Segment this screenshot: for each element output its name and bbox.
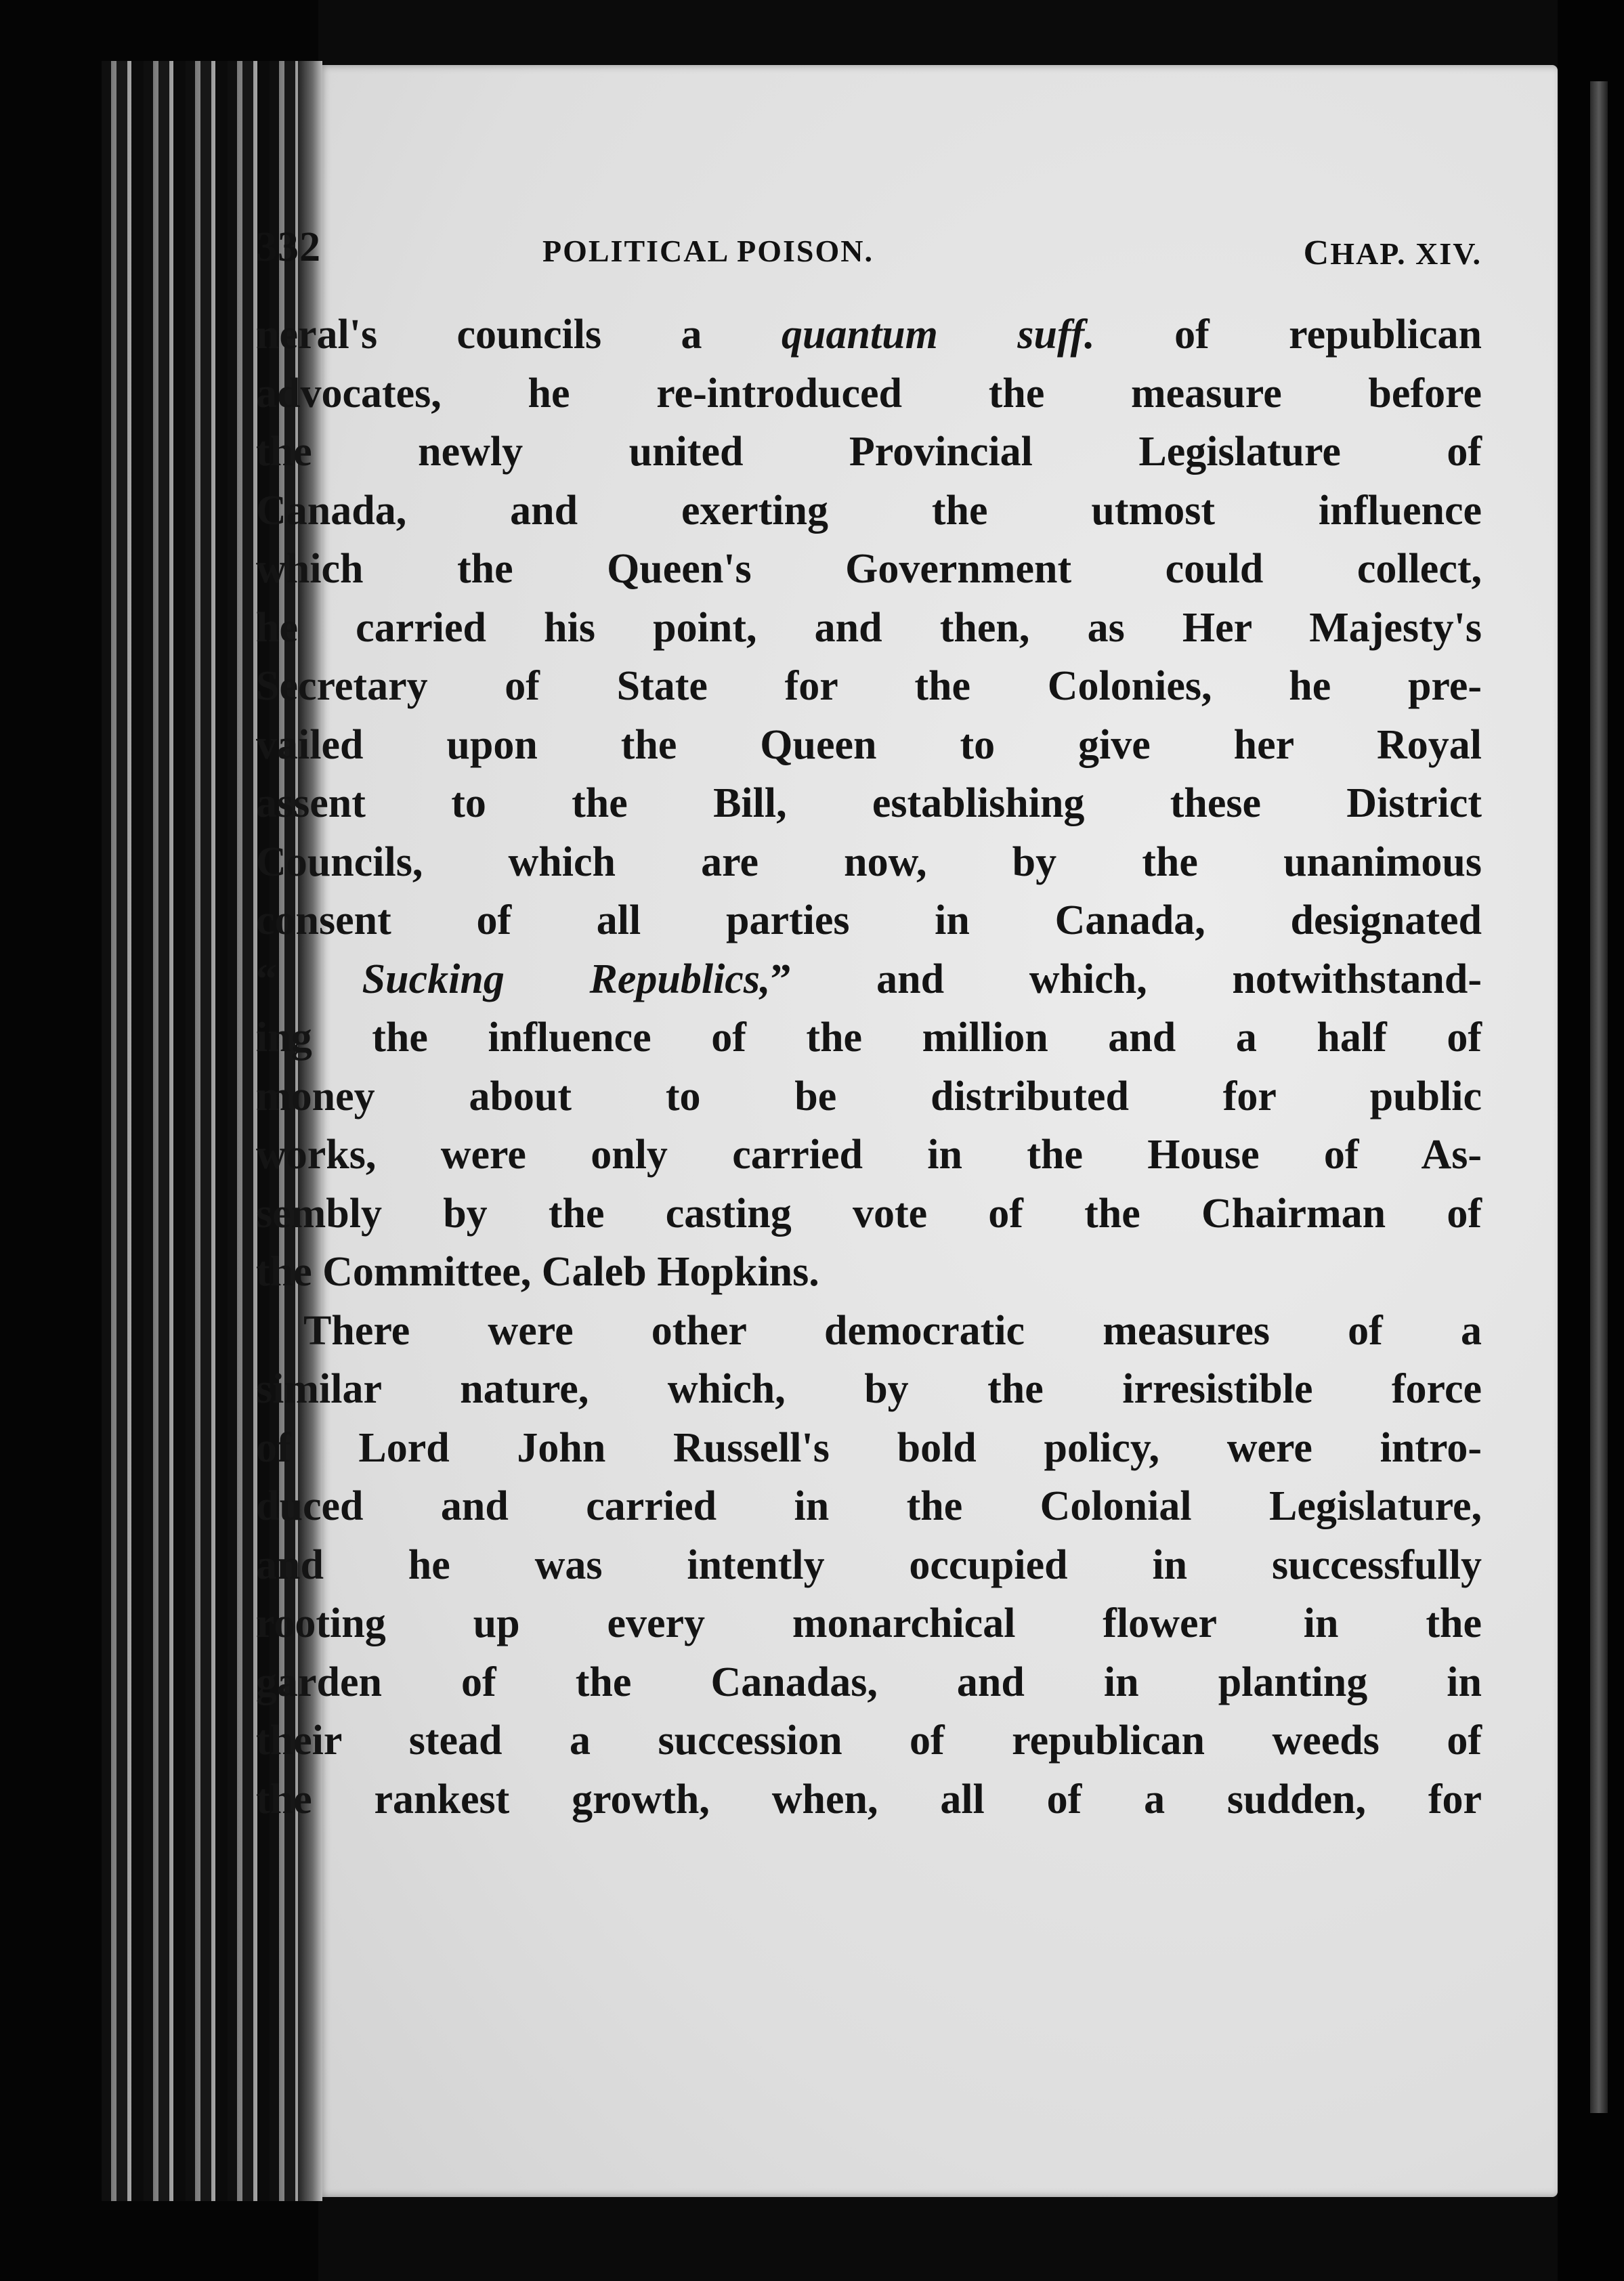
text-segment: neral's councils a [256, 312, 782, 358]
chapter-label-initial: C [1303, 234, 1331, 272]
text-segment: There were other democratic measures of a [303, 1307, 1482, 1354]
text-segment: assent to the Bill, establishing these District [256, 780, 1482, 826]
text-line [256, 833, 1482, 892]
text-segment: advocates, he re-introduced the measure before [256, 370, 1482, 417]
text-line [256, 1770, 1482, 1829]
text-segment: vailed upon the Queen to give her Royal [256, 721, 1482, 768]
italic-phrase: quantum suff. [782, 312, 1095, 358]
text-segment: and he was intently occupied in successfully [256, 1541, 1482, 1588]
text-line [256, 950, 1482, 1009]
text-line [256, 540, 1482, 599]
text-line [256, 716, 1482, 775]
text-line [256, 1477, 1482, 1536]
body-text [256, 305, 1482, 1829]
text-segment: the rankest growth, when, all of a sudden, for [256, 1776, 1482, 1822]
text-segment: similar nature, which, by the irresistible force [256, 1366, 1482, 1412]
text-line [256, 599, 1482, 658]
text-segment: Canada, and exerting the utmost influence [256, 487, 1482, 534]
text-segment: duced and carried in the Colonial Legislature, [256, 1483, 1482, 1529]
text-line [256, 1653, 1482, 1712]
text-line [256, 1067, 1482, 1126]
text-line [256, 1185, 1482, 1243]
text-line [256, 891, 1482, 950]
text-segment: consent of all parties in Canada, designated [256, 897, 1482, 943]
page-number: 332 [256, 224, 321, 270]
chapter-label-rest: HAP. XIV. [1330, 236, 1482, 271]
text-segment: of Lord John Russell's bold policy, were intro- [256, 1424, 1482, 1471]
text-segment: ing the influence of the million and a half of [256, 1015, 1482, 1061]
text-line [256, 1594, 1482, 1653]
text-line [256, 1126, 1482, 1185]
text-segment: the Committee, Caleb Hopkins. [256, 1249, 819, 1295]
text-line [256, 774, 1482, 833]
italic-phrase: Sucking Republics, [362, 956, 771, 1002]
running-title: POLITICAL POISON. [542, 234, 874, 268]
text-segment: Councils, which are now, by the unanimous [256, 838, 1482, 885]
text-line [256, 1536, 1482, 1595]
text-segment: ” and which, notwithstand- [770, 956, 1482, 1002]
text-segment: “ [256, 956, 362, 1002]
text-segment: which the Queen's Government could collect, [256, 546, 1482, 592]
right-page-strip [1590, 81, 1608, 2113]
text-line [256, 1711, 1482, 1770]
text-line [256, 1008, 1482, 1067]
text-segment: Secretary of State for the Colonies, he pre- [256, 663, 1482, 709]
text-line [256, 1243, 1482, 1302]
text-segment: he carried his point, and then, as Her Majesty's [256, 604, 1482, 651]
text-segment: rooting up every monarchical flower in the [256, 1600, 1482, 1646]
text-segment: money about to be distributed for public [256, 1073, 1482, 1120]
text-line [256, 423, 1482, 482]
text-segment: of republican [1094, 312, 1482, 358]
text-line [256, 482, 1482, 540]
page-header [256, 223, 1482, 278]
text-line [256, 364, 1482, 423]
text-segment: garden of the Canadas, and in planting in [256, 1659, 1482, 1705]
text-segment: the newly united Provincial Legislature of [256, 429, 1482, 475]
text-segment: sembly by the casting vote of the Chairman of [256, 1190, 1482, 1237]
text-segment: works, were only carried in the House of As- [256, 1132, 1482, 1178]
text-line [256, 305, 1482, 364]
text-segment: their stead a succession of republican weeds of [256, 1718, 1482, 1764]
text-line [256, 1360, 1482, 1419]
text-line [256, 1419, 1482, 1478]
text-line [256, 657, 1482, 716]
text-line [256, 1302, 1482, 1361]
chapter-label [1304, 233, 1482, 273]
